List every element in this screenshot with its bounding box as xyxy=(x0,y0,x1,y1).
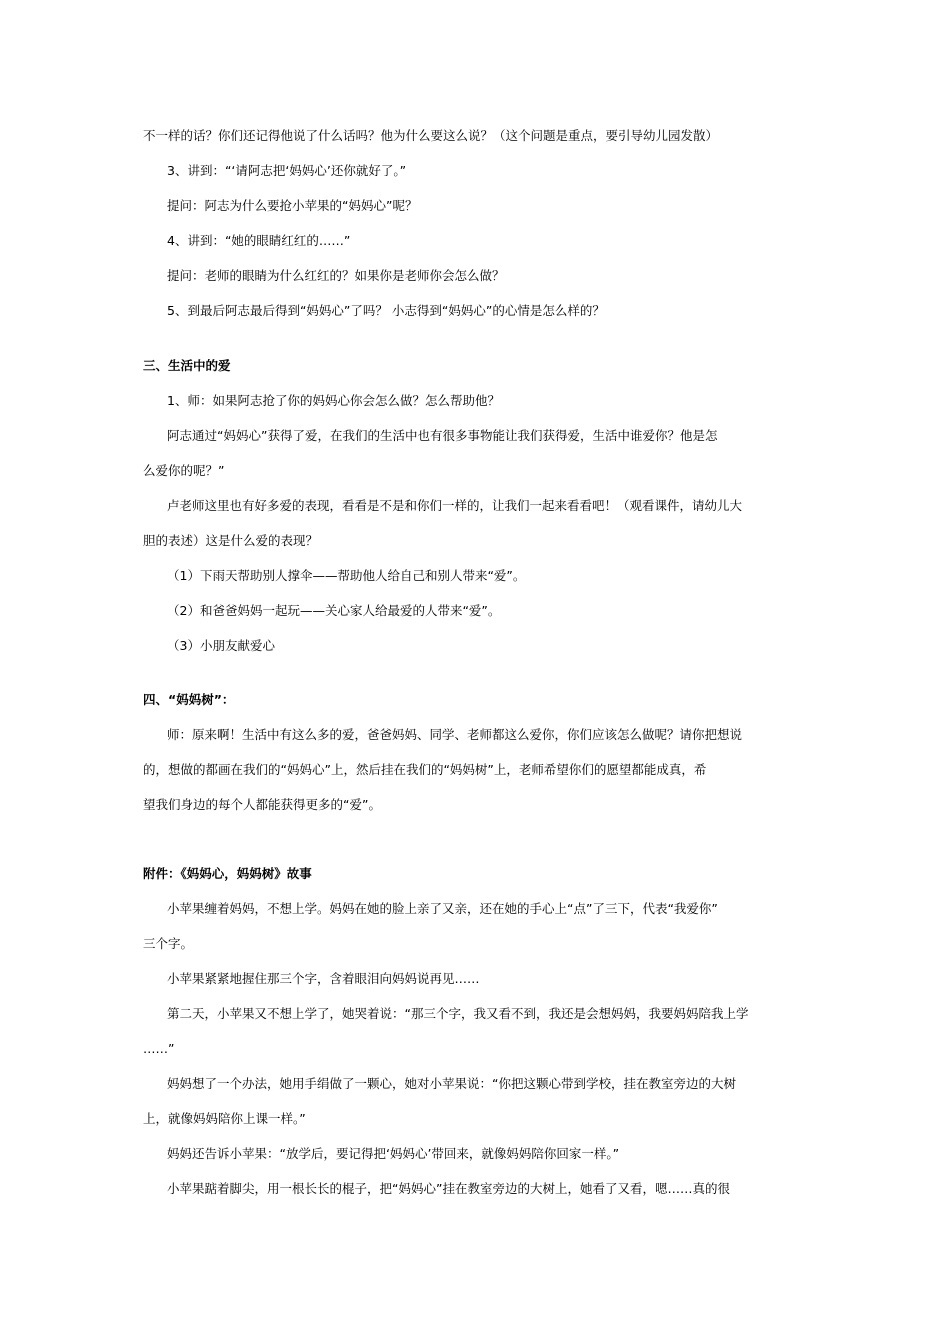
list-item: 3、讲到：“‘请阿志把‘妈妈心’还你就好了。” xyxy=(167,163,407,178)
paragraph-line: 不一样的话？你们还记得他说了什么话吗？他为什么要这么说？（这个问题是重点，要引导幼儿园发散） xyxy=(143,128,719,143)
question-line: 提问：阿志为什么要抢小苹果的“妈妈心”呢？ xyxy=(167,198,418,213)
paragraph-line: 阿志通过“妈妈心”获得了爱，在我们的生活中也有很多事物能让我们获得爱，生活中谁爱你？他是怎 xyxy=(167,428,718,443)
story-line: 小苹果踮着脚尖，用一根长长的棍子，把“妈妈心”挂在教室旁边的大树上，她看了又看，嗯……真的很 xyxy=(167,1181,730,1196)
story-line: 小苹果缠着妈妈，不想上学。妈妈在她的脸上亲了又亲，还在她的手心上“点”了三下，代表“我爱你” xyxy=(167,901,718,916)
paragraph-line: 的，想做的都画在我们的“妈妈心”上，然后挂在我们的“妈妈树”上，老师希望你们的愿望都能成真，希 xyxy=(143,762,707,777)
story-line: 妈妈想了一个办法，她用手绢做了一颗心，她对小苹果说：“你把这颗心带到学校，挂在教室旁边的大树 xyxy=(167,1076,736,1091)
story-line: 妈妈还告诉小苹果：“放学后，要记得把‘妈妈心’带回来，就像妈妈陪你回家一样。” xyxy=(167,1146,620,1161)
story-line: 上，就像妈妈陪你上课一样。” xyxy=(143,1111,306,1126)
story-line: 小苹果紧紧地握住那三个字，含着眼泪向妈妈说再见…… xyxy=(167,971,480,986)
paragraph-line: 么爱你的呢？” xyxy=(143,463,225,478)
paragraph-line: 师：原来啊！生活中有这么多的爱，爸爸妈妈、同学、老师都这么爱你，你们应该怎么做呢？请你把想说 xyxy=(167,727,743,742)
paragraph-line: 胆的表述）这是什么爱的表现？ xyxy=(143,533,319,548)
sub-list-item: （2）和爸爸妈妈一起玩——关心家人给最爱的人带来“爱”。 xyxy=(167,603,501,618)
question-line: 提问：老师的眼睛为什么红红的？如果你是老师你会怎么做？ xyxy=(167,268,505,283)
list-item: 1、师：如果阿志抢了你的妈妈心你会怎么做？怎么帮助他？ xyxy=(167,393,500,408)
appendix-heading: 附件：《妈妈心，妈妈树》故事 xyxy=(143,866,312,881)
list-item: 5、到最后阿志最后得到“妈妈心”了吗？ 小志得到“妈妈心”的心情是怎么样的？ xyxy=(167,303,605,318)
list-item: 4、讲到：“她的眼睛红红的……” xyxy=(167,233,351,248)
section-heading: 四、“妈妈树”： xyxy=(143,692,235,707)
story-line: 三个字。 xyxy=(143,936,194,951)
paragraph-line: 望我们身边的每个人都能获得更多的“爱”。 xyxy=(143,797,381,812)
story-line: 第二天，小苹果又不想上学了，她哭着说：“那三个字，我又看不到，我还是会想妈妈，我要妈妈陪我上学 xyxy=(167,1006,749,1021)
sub-list-item: （1）下雨天帮助别人撑伞——帮助他人给自己和别人带来“爱”。 xyxy=(167,568,526,583)
paragraph-line: 卢老师这里也有好多爱的表现，看看是不是和你们一样的，让我们一起来看看吧！（观看课件，请幼儿大 xyxy=(167,498,743,513)
section-heading: 三、生活中的爱 xyxy=(143,358,231,373)
story-line: ……” xyxy=(143,1041,175,1056)
sub-list-item: （3）小朋友献爱心 xyxy=(167,638,275,653)
